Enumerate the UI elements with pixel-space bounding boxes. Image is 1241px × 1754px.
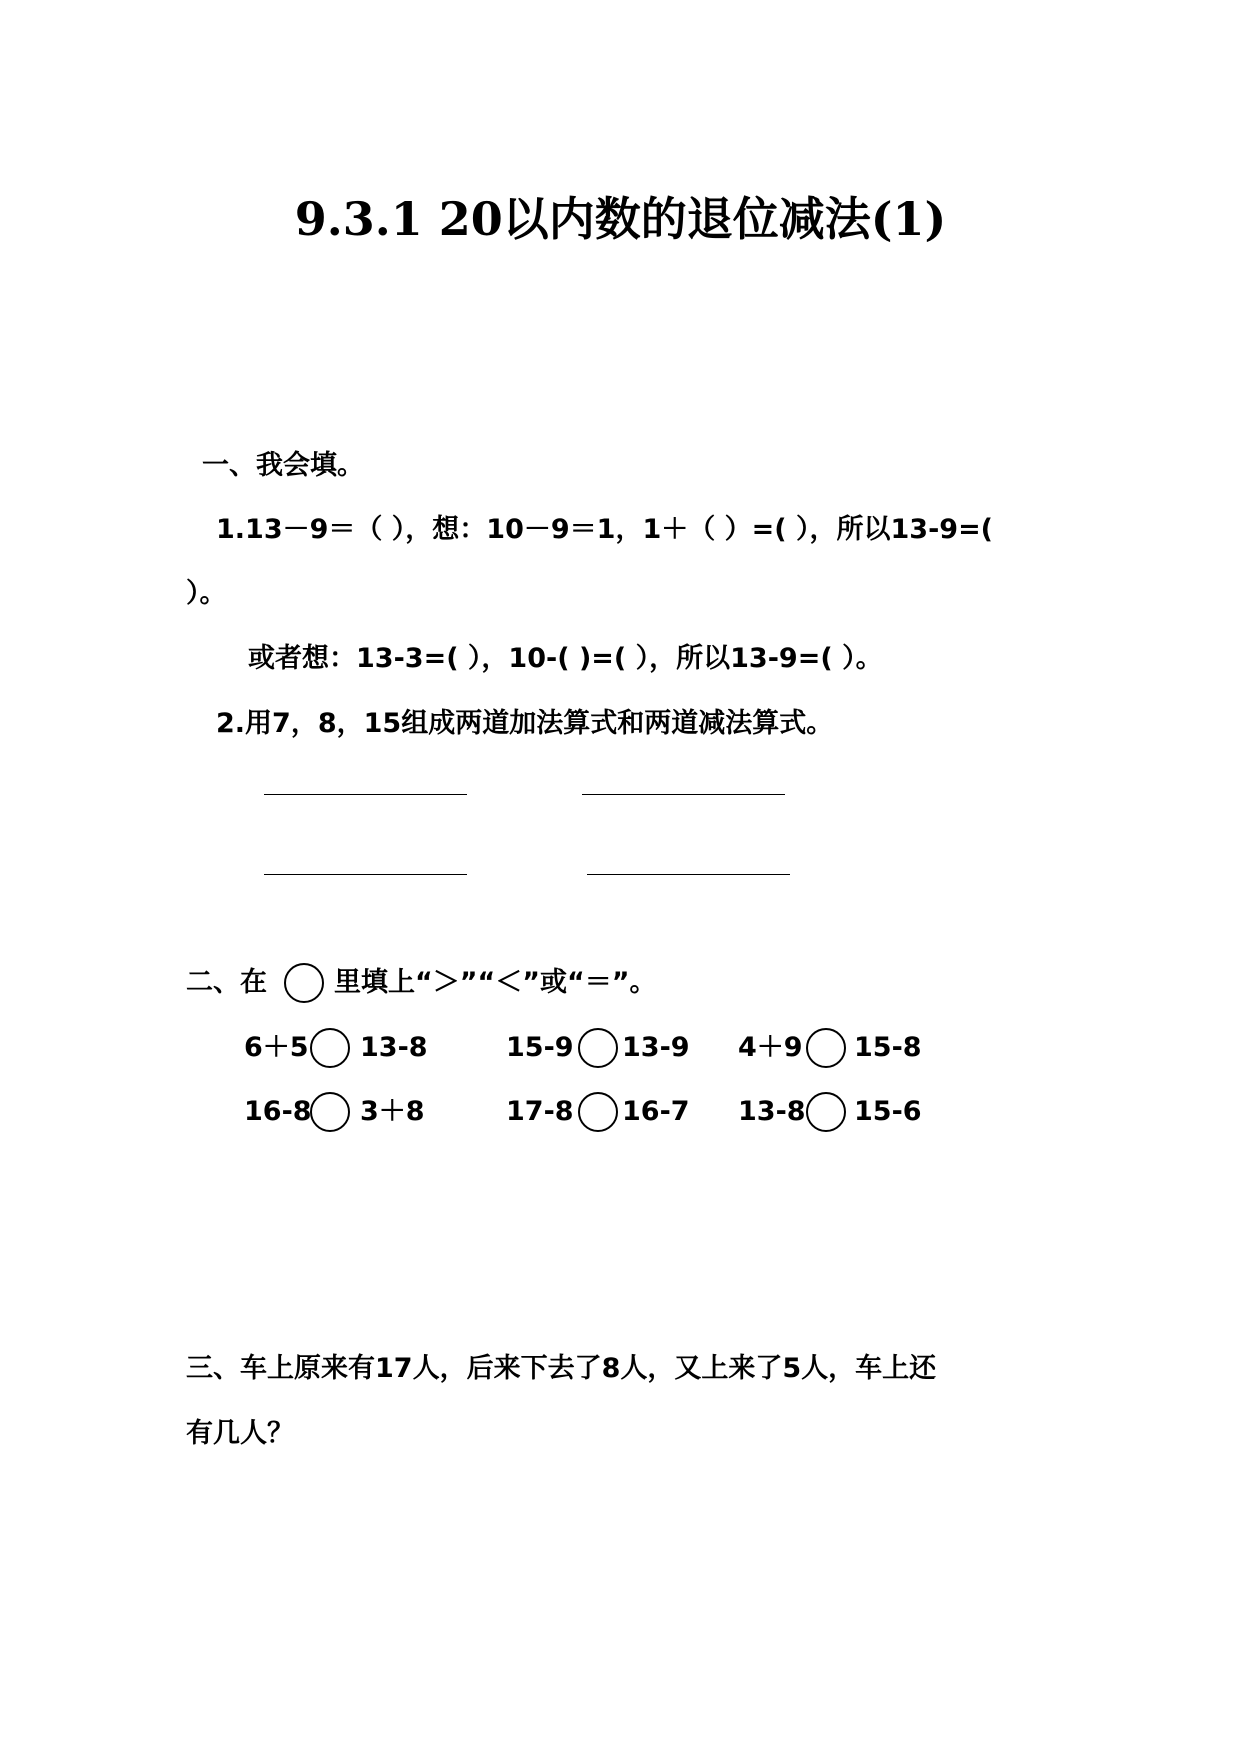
- comparison-circle[interactable]: [806, 1092, 846, 1132]
- comparison-circle[interactable]: [310, 1092, 350, 1132]
- question-1-line-1: 1.13－9＝（ ），想：10－9＝1，1＋（ ）=( ），所以13-9=(: [216, 514, 994, 545]
- section-2-heading-start: 二、在: [186, 967, 267, 998]
- question-2: 2.用7，8，15组成两道加法算式和两道减法算式。: [216, 708, 834, 739]
- question-1-line-3: 或者想：13-3=( ），10-( )=( ），所以13-9=( ）。: [248, 643, 883, 674]
- comparison-right: 15-6: [854, 1096, 922, 1127]
- comparison-circle-icon: [284, 963, 324, 1003]
- question-1-line-2: ）。: [186, 578, 227, 609]
- comparison-left: 6＋5: [244, 1032, 309, 1063]
- comparison-circle[interactable]: [806, 1028, 846, 1068]
- comparison-circle[interactable]: [578, 1092, 618, 1132]
- comparison-right: 16-7: [622, 1096, 690, 1127]
- comparison-right: 13-9: [622, 1032, 690, 1063]
- comparison-left: 15-9: [506, 1032, 574, 1063]
- comparison-left: 13-8: [738, 1096, 806, 1127]
- comparison-left: 17-8: [506, 1096, 574, 1127]
- comparison-right: 13-8: [360, 1032, 428, 1063]
- comparison-circle[interactable]: [578, 1028, 618, 1068]
- answer-blank-4[interactable]: [587, 874, 790, 875]
- section-1-heading: 一、我会填。: [202, 450, 364, 481]
- answer-blank-1[interactable]: [264, 794, 467, 795]
- comparison-right: 3＋8: [360, 1096, 425, 1127]
- section-3-line-2: 有几人？: [186, 1418, 294, 1449]
- section-2-heading-end: 里填上“＞”“＜”或“＝”。: [334, 967, 657, 998]
- page-title: 9.3.1 20以内数的退位减法(1): [294, 192, 947, 246]
- comparison-circle[interactable]: [310, 1028, 350, 1068]
- comparison-left: 4＋9: [738, 1032, 803, 1063]
- comparison-right: 15-8: [854, 1032, 922, 1063]
- answer-blank-2[interactable]: [582, 794, 785, 795]
- comparison-left: 16-8: [244, 1096, 312, 1127]
- section-3-line-1: 三、车上原来有17人，后来下去了8人，又上来了5人，车上还: [186, 1353, 937, 1384]
- answer-blank-3[interactable]: [264, 874, 467, 875]
